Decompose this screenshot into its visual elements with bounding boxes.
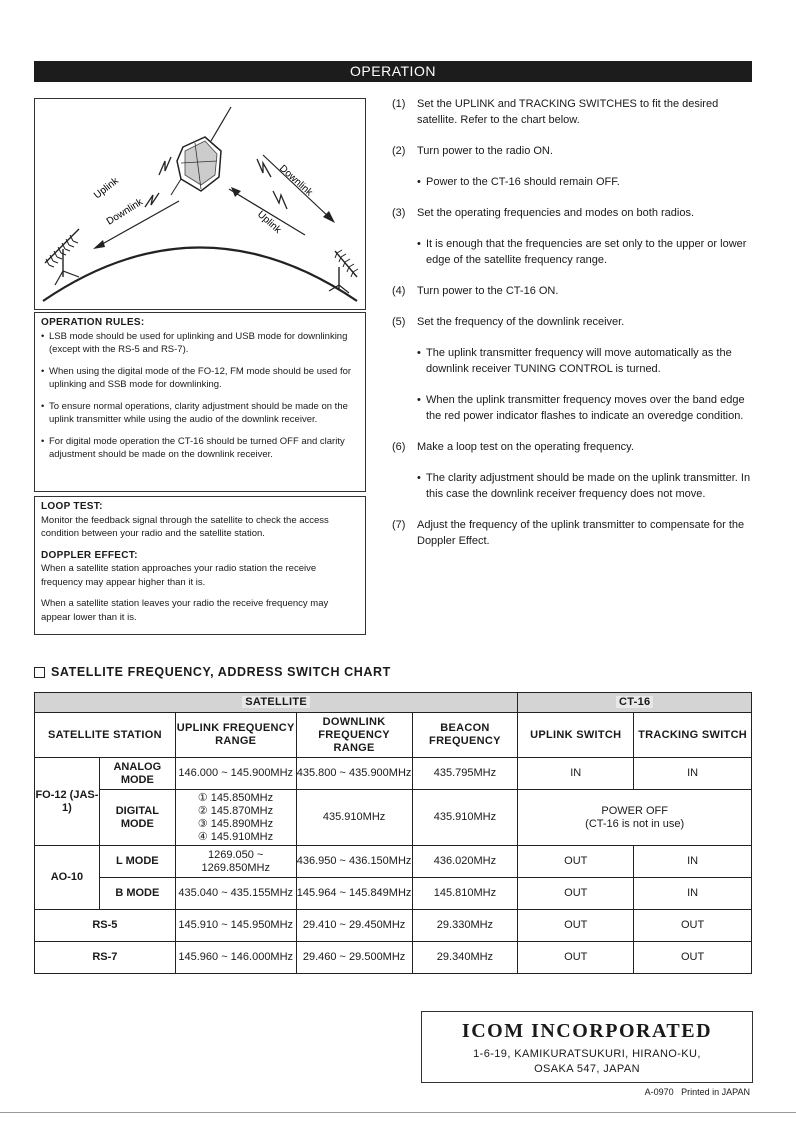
uplink-signal-left-2 (159, 157, 171, 175)
rule-item: • When using the digital mode of the FO-12, FM mode should be used for uplinking and SSB mode for downlinking. (41, 365, 352, 390)
table-row: AO-10 L MODE 1269.050 ~ 1269.850MHz 436.950 ~ 436.150MHz 436.020MHz OUT IN (35, 846, 752, 878)
downlink-label-right: Downlink (276, 163, 315, 199)
downlink-label-left: Downlink (104, 196, 146, 228)
section-title: OPERATION (350, 63, 436, 79)
downlink-signal-right-2 (273, 191, 287, 209)
left-antenna-icon (45, 229, 79, 285)
group-header-ct16: CT-16 (518, 693, 752, 713)
rules-heading: OPERATION RULES: (41, 317, 145, 328)
step-5: (5) Set the frequency of the downlink receiver. (392, 316, 625, 328)
group-header-satellite: SATELLITE (35, 693, 518, 713)
doppler-text-1: When a satellite station approaches your radio station the receive frequency may appear higher than it is. (41, 563, 317, 588)
rule-item: • For digital mode operation the CT-16 should be turned OFF and clarity adjustment should be made on the downlink receiver. (41, 435, 345, 460)
company-address-2: OSAKA 547, JAPAN (534, 1063, 640, 1075)
station-ao10: AO-10 (35, 846, 100, 910)
loop-test-box (34, 496, 366, 635)
col-header-uplink: UPLINK FREQUENCY RANGE (175, 713, 296, 758)
station-fo12: FO-12 (JAS-1) (35, 758, 100, 846)
footer-print-code: A-0970 Printed in JAPAN (644, 1087, 750, 1097)
operation-rules-box (34, 312, 366, 492)
checkbox-square-icon (34, 667, 45, 678)
table-row: RS-5 145.910 ~ 145.950MHz 29.410 ~ 29.450MHz 29.330MHz OUT OUT (35, 910, 752, 942)
table-row: B MODE 435.040 ~ 435.155MHz 145.964 ~ 145.849MHz 145.810MHz OUT IN (35, 878, 752, 910)
chart-title: SATELLITE FREQUENCY, ADDRESS SWITCH CHART (34, 665, 391, 679)
step-5-note-1: • The uplink transmitter frequency will move automatically as the downlink receiver TUNING CONTROL is turned. (417, 347, 732, 375)
uplink-label-left: Uplink (92, 175, 121, 202)
col-header-downlink: DOWNLINK FREQUENCY RANGE (296, 713, 412, 758)
col-header-tracking-switch: TRACKING SWITCH (634, 713, 752, 758)
company-name: ICOM INCORPORATED (461, 1020, 713, 1042)
step-2: (2) Turn power to the radio ON. (392, 145, 553, 157)
col-header-beacon: BEACON FREQUENCY (412, 713, 518, 758)
step-5-note-2: • When the uplink transmitter frequency moves over the band edge the red power indicator flashes to indicate an overedge condition. (417, 394, 745, 422)
doppler-text-2: When a satellite station leaves your radio the receive frequency may appear lower than it is. (41, 598, 329, 623)
bottom-divider (0, 1112, 796, 1113)
operation-steps (392, 96, 754, 564)
digital-uplink-channels: ① 145.850MHz ② 145.870MHz ③ 145.890MHz ④ 145.910MHz (175, 790, 296, 846)
loop-test-heading: LOOP TEST: (41, 501, 103, 512)
uplink-label-right: Uplink (254, 209, 284, 236)
company-address-1: 1-6-19, KAMIKURATSUKURI, HIRANO-KU, (473, 1048, 701, 1060)
uplink-signal-left (145, 193, 159, 207)
satellite-diagram (35, 99, 365, 309)
loop-test-text: Monitor the feedback signal through the satellite to check the access condition between your radio and the satellite station. (41, 514, 329, 539)
satellite-illustration (34, 98, 366, 310)
table-row: FO-12 (JAS-1) ANALOG MODE 146.000 ~ 145.900MHz 435.800 ~ 435.900MHz 435.795MHz IN IN (35, 758, 752, 790)
frequency-chart-table (34, 692, 752, 974)
step-6: (6) Make a loop test on the operating frequency. (392, 441, 634, 453)
step-3: (3) Set the operating frequencies and modes on both radios. (392, 207, 695, 219)
step-6-note: • The clarity adjustment should be made on the uplink transmitter. In this case the downlink receiver frequency does not move. (417, 472, 751, 500)
step-3-note: • It is enough that the frequencies are set only to the upper or lower edge of the satellite frequency range. (417, 238, 747, 266)
satellite-icon (171, 107, 231, 195)
rule-item: • LSB mode should be used for uplinking and USB mode for downlinking (except with the RS-5 and RS-7). (41, 330, 348, 355)
downlink-signal-right (257, 159, 271, 177)
doppler-heading: DOPPLER EFFECT: (41, 549, 138, 561)
section-header (34, 61, 752, 82)
step-4: (4) Turn power to the CT-16 ON. (392, 285, 559, 297)
col-header-uplink-switch: UPLINK SWITCH (518, 713, 634, 758)
step-7: (7) Adjust the frequency of the uplink transmitter to compensate for the Doppler Effect. (392, 519, 745, 547)
table-row: RS-7 145.960 ~ 146.000MHz 29.460 ~ 29.500MHz 29.340MHz OUT OUT (35, 942, 752, 974)
earth-horizon (43, 248, 357, 302)
step-1: (1) Set the UPLINK and TRACKING SWITCHES to fit the desired satellite. Refer to the chart below. (392, 98, 719, 126)
company-box (421, 1011, 753, 1083)
col-header-station: SATELLITE STATION (35, 713, 176, 758)
step-2-note: • Power to the CT-16 should remain OFF. (417, 176, 620, 188)
power-off-note: POWER OFF (CT-16 is not in use) (518, 790, 752, 846)
rule-item: • To ensure normal operations, clarity adjustment should be made on the uplink transmitter while using the audio of the downlink receiver. (41, 400, 348, 425)
table-row: DIGITAL MODE ① 145.850MHz ② 145.870MHz ③ 145.890MHz ④ 145.910MHz 435.910MHz 435.910MHz POWER OFF (CT-16 is not in use) (35, 790, 752, 846)
